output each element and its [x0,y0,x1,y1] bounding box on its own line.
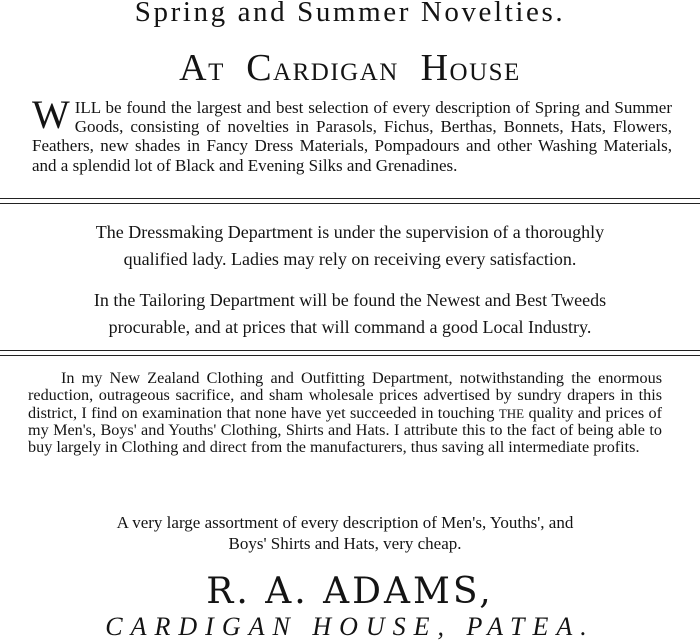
dressmaking-line: qualified lady. Ladies may rely on receiving every satisfaction. [123,249,577,269]
dressmaking-line: The Dressmaking Department is under the supervision of a thoroughly [95,222,605,242]
at-rest: T [208,59,225,86]
assortment-line: Boys' Shirts and Hats, very cheap. [228,534,462,553]
merchant-signature: R. A. ADAMS, [206,571,494,612]
divider-rule [0,355,700,356]
cardigan-initial: C [246,47,274,89]
tailoring-line: procurable, and at prices that will command a good Local Industry. [108,317,592,337]
merchant-address: CARDIGAN HOUSE, PATEA. [105,612,595,641]
cardigan-rest: ARDIGAN [273,59,399,86]
intro-dropcap: W [32,92,70,137]
at-initial: A [179,47,209,89]
divider-rule [0,198,700,199]
assortment-line: A very large assortment of every description of Men's, Youths', and [116,513,574,532]
dressmaking-notice [0,219,700,273]
clothing-text: quality and prices of my Men's, Boys' and Youths' Clothing, Shirts and Hats. I attribute this to the fact of being able to buy largely in Clothing and direct from the manufacturers, thus saving all intermediate profits. [28,403,662,457]
house-rest: OUSE [449,59,521,86]
divider-rule [0,350,700,351]
assortment-paragraph [22,512,668,554]
divider-rule [0,203,700,204]
advert-headline: Spring and Summer Novelties. [134,0,566,28]
tailoring-line: In the Tailoring Department will be found the Newest and Best Tweeds [93,290,607,310]
intro-text: ILL be found the largest and best selection of every description of Spring and Summer Goods, consisting of novelties in Parasols, Fichus, Berthas, Bonnets, Hats, Flowers, Feathers, new shades in Fancy Dress Materials, Pompadours and other Washing Materials, and a splendid lot of Black and Evening Silks and Grenadines. [32,98,672,175]
cardigan-house-heading [0,46,700,90]
house-initial: H [420,47,450,89]
tailoring-notice [0,287,700,341]
intro-paragraph [32,92,672,175]
clothing-paragraph [28,370,662,456]
clothing-emphasis: THE [498,405,525,421]
clothing-text: In my New Zealand Clothing and Outfitting Department, notwithstanding the enormous reduction, outrageous sacrifice, and sham wholesale prices advertised by sundry drapers in this district, I find on examination that none have yet succeeded in touching [28,369,662,422]
